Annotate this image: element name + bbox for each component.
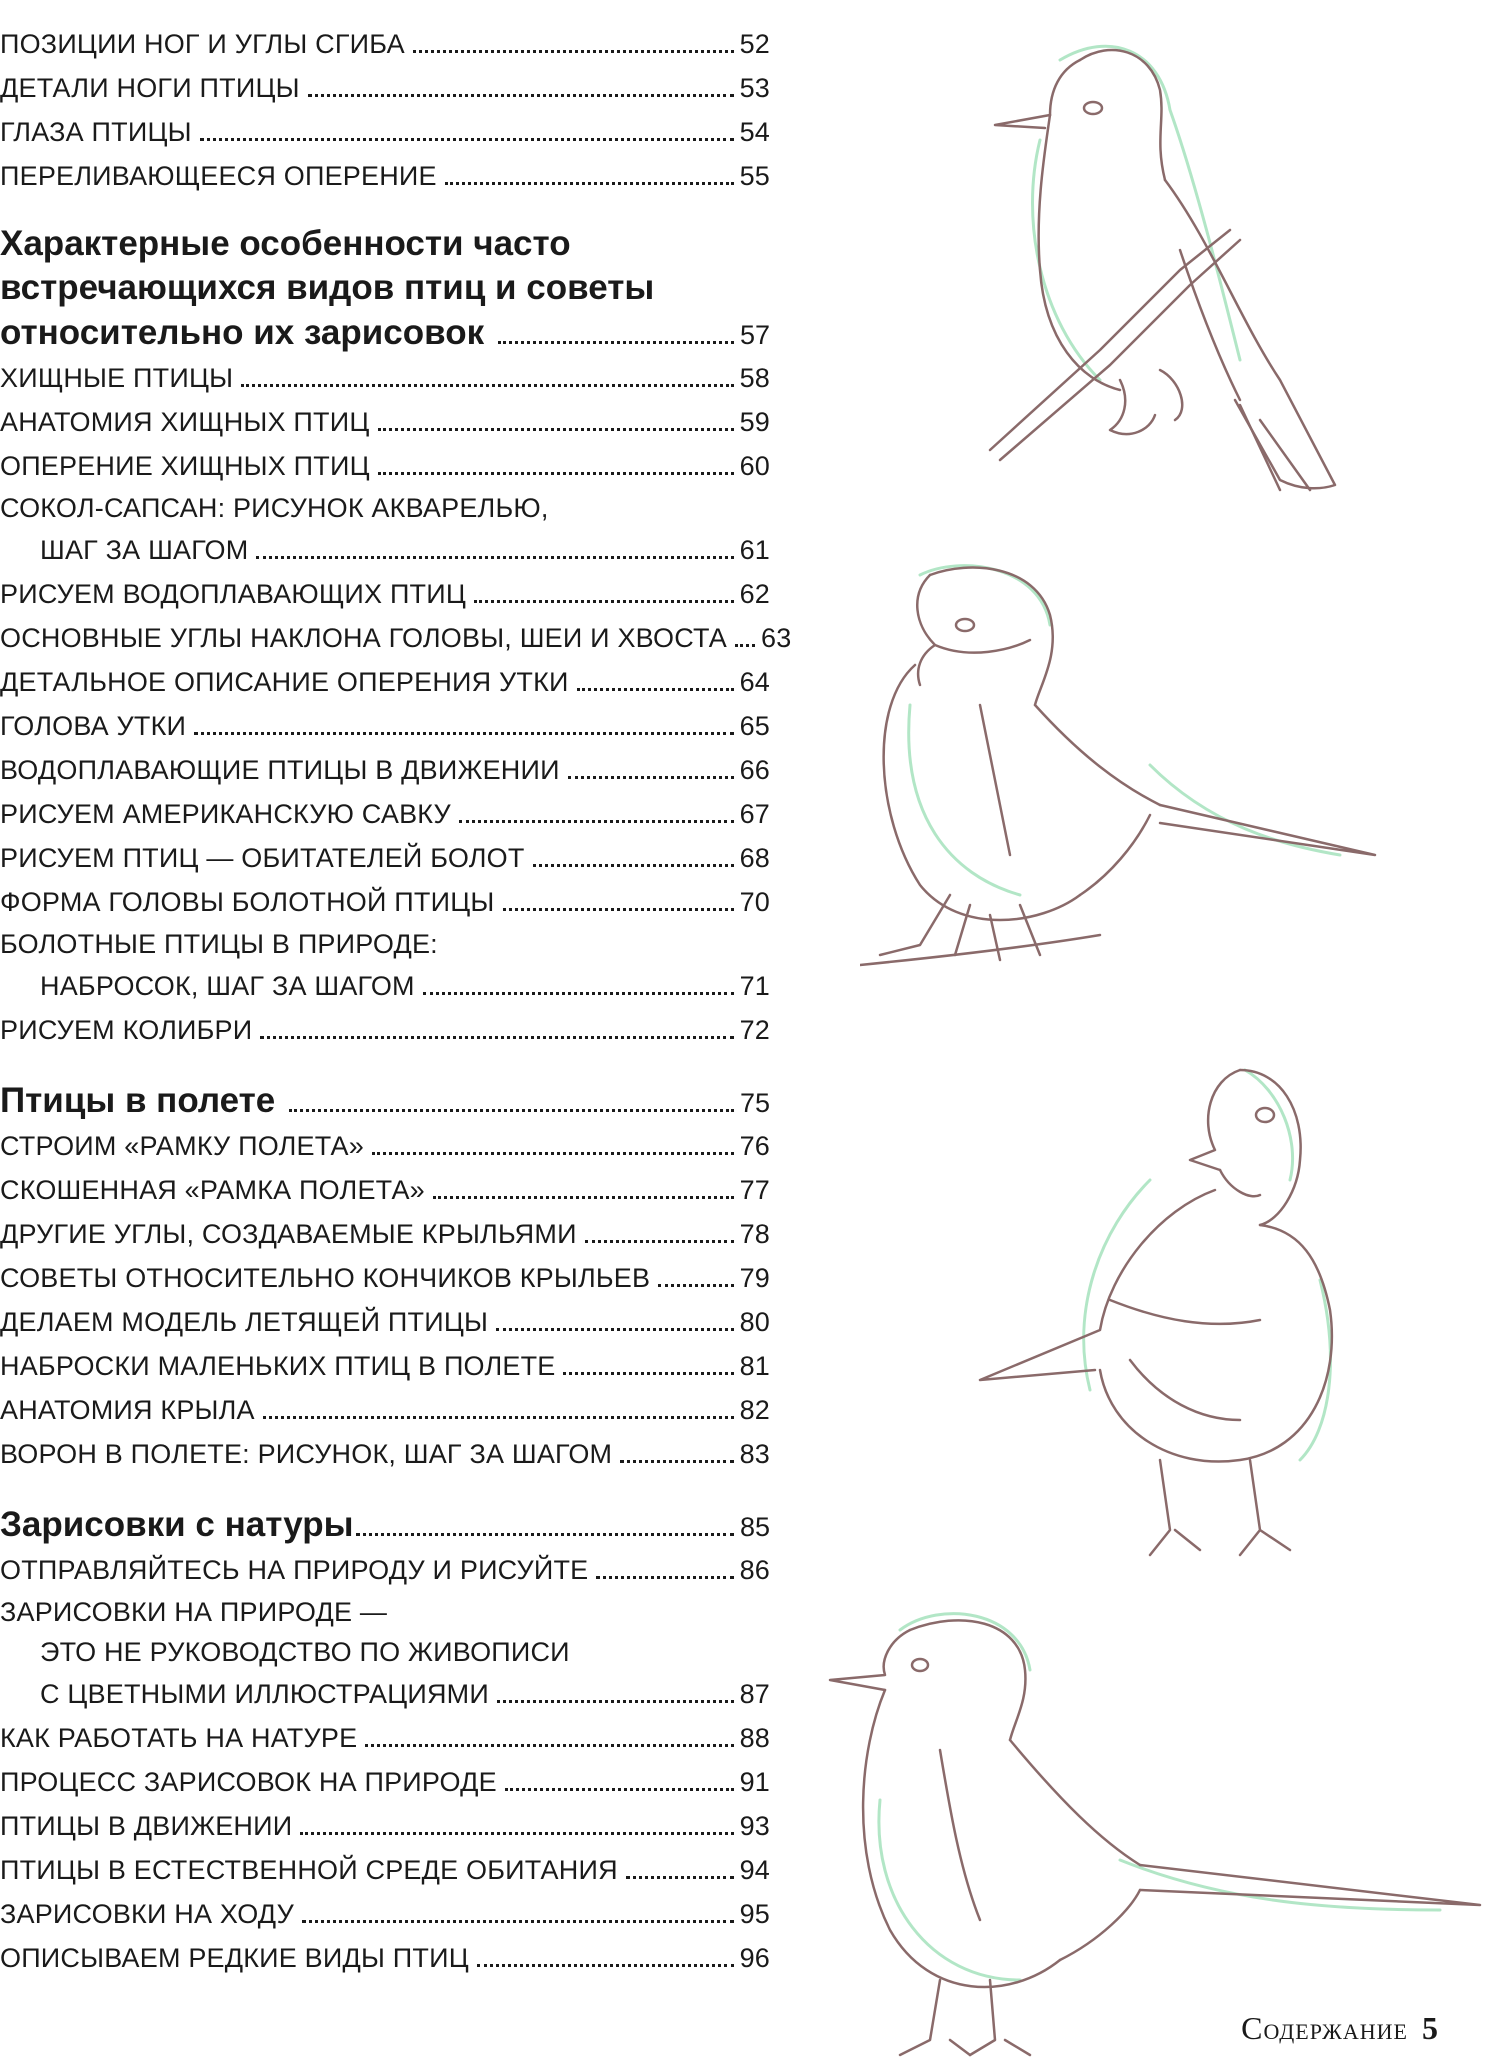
- toc-item-label: ГЛАЗА ПТИЦЫ: [0, 117, 192, 147]
- dot-leader: [459, 820, 734, 823]
- section-title: Зарисовки с натуры: [0, 1505, 354, 1544]
- toc-item-page: 71: [739, 971, 770, 1001]
- toc-item-continuation[interactable]: [0, 1672, 770, 1716]
- toc-item[interactable]: [0, 1760, 770, 1804]
- dot-leader: [577, 688, 734, 691]
- toc-item-page: 59: [739, 407, 770, 437]
- toc-item[interactable]: [0, 1344, 770, 1388]
- toc-item-label: ДЕТАЛЬНОЕ ОПИСАНИЕ ОПЕРЕНИЯ УТКИ: [0, 667, 569, 697]
- dot-leader: [503, 908, 734, 911]
- toc-item-page: 61: [739, 535, 770, 565]
- toc-item-page: 82: [739, 1395, 770, 1425]
- toc-item-label: РИСУЕМ АМЕРИКАНСКУЮ САВКУ: [0, 799, 451, 829]
- dot-leader: [496, 1328, 733, 1331]
- bird-sketch-perched-branch: [980, 20, 1400, 540]
- toc-item-page: 86: [739, 1555, 770, 1585]
- toc-item-label-cont: ШАГ ЗА ШАГОМ: [40, 535, 249, 565]
- dot-leader: [289, 1109, 734, 1112]
- dot-leader: [505, 1788, 734, 1791]
- section-title-line[interactable]: Характерные особенности часто: [0, 224, 571, 263]
- toc-item-page: 79: [739, 1263, 770, 1293]
- dot-leader: [302, 1920, 734, 1923]
- section-title: Птицы в полете: [0, 1081, 276, 1120]
- toc-item[interactable]: [0, 66, 770, 110]
- toc-item-page: 53: [739, 73, 770, 103]
- dot-leader: [585, 1240, 734, 1243]
- toc-item-page: 78: [739, 1219, 770, 1249]
- toc-item[interactable]: [0, 836, 770, 880]
- dot-leader: [474, 600, 734, 603]
- toc-item[interactable]: [0, 400, 770, 444]
- bird-sketch-robin: [960, 1060, 1420, 1560]
- toc-item[interactable]: [0, 1592, 770, 1632]
- dot-leader: [433, 1196, 734, 1199]
- toc-item[interactable]: [0, 1212, 770, 1256]
- page-number: 5: [1422, 2010, 1439, 2046]
- toc-item-label: БОЛОТНЫЕ ПТИЦЫ В ПРИРОДЕ:: [0, 929, 438, 959]
- toc-item-page: 60: [739, 451, 770, 481]
- toc-item-label: ПРОЦЕСС ЗАРИСОВОК НА ПРИРОДЕ: [0, 1767, 497, 1797]
- dot-leader: [533, 864, 734, 867]
- toc-item-label: КАК РАБОТАТЬ НА НАТУРЕ: [0, 1723, 358, 1753]
- toc-item[interactable]: [0, 22, 770, 66]
- dot-leader: [423, 992, 734, 995]
- toc-item-label: ПТИЦЫ В ДВИЖЕНИИ: [0, 1811, 293, 1841]
- toc-item-page: 77: [739, 1175, 770, 1205]
- toc-section: [0, 1502, 770, 1548]
- dot-leader: [308, 94, 734, 97]
- toc-item-label: ДЕЛАЕМ МОДЕЛЬ ЛЕТЯЩЕЙ ПТИЦЫ: [0, 1307, 489, 1337]
- toc-item[interactable]: [0, 488, 770, 528]
- toc-item-label: РИСУЕМ КОЛИБРИ: [0, 1015, 253, 1045]
- toc-item-label-cont: С ЦВЕТНЫМИ ИЛЛЮСТРАЦИЯМИ: [40, 1679, 489, 1709]
- dot-leader: [256, 556, 733, 559]
- toc-item-page: 80: [739, 1307, 770, 1337]
- toc-item[interactable]: [0, 1256, 770, 1300]
- dot-leader: [413, 50, 734, 53]
- toc-item-page: 62: [739, 579, 770, 609]
- bird-sketch-standing: [820, 1600, 1497, 2060]
- toc-item-page: 72: [739, 1015, 770, 1045]
- toc-item-label: ВОДОПЛАВАЮЩИЕ ПТИЦЫ В ДВИЖЕНИИ: [0, 755, 560, 785]
- dot-leader: [300, 1832, 733, 1835]
- toc-item-label: РИСУЕМ ВОДОПЛАВАЮЩИХ ПТИЦ: [0, 579, 467, 609]
- table-of-contents: [0, 22, 792, 1980]
- toc-item[interactable]: [0, 1432, 770, 1476]
- toc-item-label: АНАТОМИЯ КРЫЛА: [0, 1395, 255, 1425]
- toc-item-page: 91: [739, 1767, 770, 1797]
- dot-leader: [200, 138, 734, 141]
- toc-item-page: 88: [739, 1723, 770, 1753]
- toc-item[interactable]: [0, 444, 770, 488]
- toc-item-page: 58: [739, 363, 770, 393]
- dot-leader: [194, 732, 733, 735]
- toc-item[interactable]: [0, 792, 770, 836]
- toc-item-page: 63: [761, 623, 792, 653]
- toc-item-page: 64: [739, 667, 770, 697]
- toc-item-page: 94: [739, 1855, 770, 1885]
- toc-item[interactable]: [0, 748, 770, 792]
- toc-item-page: 70: [739, 887, 770, 917]
- toc-item-label: ФОРМА ГОЛОВЫ БОЛОТНОЙ ПТИЦЫ: [0, 887, 495, 917]
- dot-leader: [260, 1036, 733, 1039]
- toc-item-label: РИСУЕМ ПТИЦ — ОБИТАТЕЛЕЙ БОЛОТ: [0, 843, 525, 873]
- toc-item-label-cont: НАБРОСОК, ШАГ ЗА ШАГОМ: [40, 971, 415, 1001]
- toc-item[interactable]: [0, 110, 770, 154]
- toc-item-label: ОПИСЫВАЕМ РЕДКИЕ ВИДЫ ПТИЦ: [0, 1943, 469, 1973]
- section-page: 85: [739, 1512, 770, 1542]
- toc-item-continuation[interactable]: [0, 964, 770, 1008]
- dot-leader: [658, 1284, 733, 1287]
- toc-item-continuation[interactable]: [0, 528, 770, 572]
- toc-item-continuation[interactable]: [0, 1632, 770, 1672]
- toc-item[interactable]: [0, 154, 770, 198]
- dot-leader: [378, 428, 734, 431]
- toc-item[interactable]: [0, 1300, 770, 1344]
- dot-leader: [498, 341, 734, 344]
- toc-item-page: 87: [739, 1679, 770, 1709]
- toc-item[interactable]: [0, 1936, 770, 1980]
- toc-item-label: АНАТОМИЯ ХИЩНЫХ ПТИЦ: [0, 407, 370, 437]
- toc-item-page: 76: [739, 1131, 770, 1161]
- toc-item[interactable]: [0, 1168, 770, 1212]
- toc-item[interactable]: [0, 1388, 770, 1432]
- toc-item-label: ЗАРИСОВКИ НА ХОДУ: [0, 1899, 294, 1929]
- dot-leader: [620, 1460, 733, 1463]
- section-page: 57: [739, 320, 770, 350]
- toc-section: [0, 222, 770, 356]
- dot-leader: [372, 1152, 734, 1155]
- toc-item-label: СОВЕТЫ ОТНОСИТЕЛЬНО КОНЧИКОВ КРЫЛЬЕВ: [0, 1263, 651, 1293]
- section-title-line[interactable]: встречающихся видов птиц и советы: [0, 268, 655, 307]
- toc-item-label: ВОРОН В ПОЛЕТЕ: РИСУНОК, ШАГ ЗА ШАГОМ: [0, 1439, 613, 1469]
- dot-leader: [378, 472, 734, 475]
- toc-item-page: 66: [739, 755, 770, 785]
- footer-section-label: Содержание: [1241, 2010, 1408, 2046]
- toc-item[interactable]: [0, 1804, 770, 1848]
- toc-item-label: ПЕРЕЛИВАЮЩЕЕСЯ ОПЕРЕНИЕ: [0, 161, 437, 191]
- toc-item[interactable]: [0, 616, 792, 660]
- dot-leader: [241, 384, 733, 387]
- toc-item-label: СТРОИМ «РАМКУ ПОЛЕТА»: [0, 1131, 364, 1161]
- dot-leader: [596, 1576, 733, 1579]
- section-heading[interactable]: [0, 1502, 770, 1548]
- toc-item-label: ПТИЦЫ В ЕСТЕСТВЕННОЙ СРЕДЕ ОБИТАНИЯ: [0, 1855, 618, 1885]
- toc-item[interactable]: [0, 356, 770, 400]
- toc-item-page: 68: [739, 843, 770, 873]
- toc-item-label: ОПЕРЕНИЕ ХИЩНЫХ ПТИЦ: [0, 451, 370, 481]
- toc-item-label: ОТПРАВЛЯЙТЕСЬ НА ПРИРОДУ И РИСУЙТЕ: [0, 1555, 589, 1585]
- dot-leader: [568, 776, 734, 779]
- toc-item-page: 81: [739, 1351, 770, 1381]
- dot-leader: [563, 1372, 733, 1375]
- dot-leader: [626, 1876, 734, 1879]
- page-footer: [1241, 2010, 1439, 2047]
- toc-item-page: 83: [739, 1439, 770, 1469]
- toc-item[interactable]: [0, 1892, 770, 1936]
- dot-leader: [356, 1533, 734, 1536]
- toc-item-page: 65: [739, 711, 770, 741]
- section-title-line: относительно их зарисовок: [0, 313, 485, 352]
- toc-item[interactable]: [0, 1548, 770, 1592]
- section-heading[interactable]: [0, 310, 770, 356]
- dot-leader: [497, 1700, 734, 1703]
- dot-leader: [263, 1416, 734, 1419]
- toc-item-page: 54: [739, 117, 770, 147]
- section-page: 75: [739, 1088, 770, 1118]
- toc-item-label: ХИЩНЫЕ ПТИЦЫ: [0, 363, 234, 393]
- toc-item-label: НАБРОСКИ МАЛЕНЬКИХ ПТИЦ В ПОЛЕТЕ: [0, 1351, 556, 1381]
- toc-section: [0, 1078, 770, 1124]
- toc-item-label: ЗАРИСОВКИ НА ПРИРОДЕ —: [0, 1597, 388, 1627]
- bird-sketch-long-tail: [860, 555, 1420, 995]
- toc-item[interactable]: [0, 1848, 770, 1892]
- toc-item-label: ДРУГИЕ УГЛЫ, СОЗДАВАЕМЫЕ КРЫЛЬЯМИ: [0, 1219, 577, 1249]
- toc-item[interactable]: [0, 572, 770, 616]
- toc-item-label: ДЕТАЛИ НОГИ ПТИЦЫ: [0, 73, 300, 103]
- toc-item-page: 93: [739, 1811, 770, 1841]
- toc-item-page: 52: [739, 29, 770, 59]
- toc-item-label: ГОЛОВА УТКИ: [0, 711, 187, 741]
- toc-item[interactable]: [0, 1008, 770, 1052]
- toc-item[interactable]: [0, 704, 770, 748]
- toc-item[interactable]: [0, 1716, 770, 1760]
- dot-leader: [735, 644, 755, 647]
- toc-item[interactable]: [0, 1124, 770, 1168]
- toc-item-page: 95: [739, 1899, 770, 1929]
- toc-item-label: ОСНОВНЫЕ УГЛЫ НАКЛОНА ГОЛОВЫ, ШЕИ И ХВОСТА: [0, 623, 727, 653]
- toc-item[interactable]: [0, 924, 770, 964]
- toc-item[interactable]: [0, 880, 770, 924]
- toc-item-page: 96: [739, 1943, 770, 1973]
- toc-item-label: ПОЗИЦИИ НОГ И УГЛЫ СГИБА: [0, 29, 405, 59]
- dot-leader: [365, 1744, 733, 1747]
- toc-item-label: СОКОЛ-САПСАН: РИСУНОК АКВАРЕЛЬЮ,: [0, 493, 549, 523]
- section-heading[interactable]: [0, 1078, 770, 1124]
- toc-item[interactable]: [0, 660, 770, 704]
- toc-item-label-cont: ЭТО НЕ РУКОВОДСТВО ПО ЖИВОПИСИ: [40, 1637, 570, 1667]
- dot-leader: [477, 1964, 734, 1967]
- toc-item-page: 55: [739, 161, 770, 191]
- toc-item-page: 67: [739, 799, 770, 829]
- toc-item-label: СКОШЕННАЯ «РАМКА ПОЛЕТА»: [0, 1175, 425, 1205]
- dot-leader: [445, 182, 734, 185]
